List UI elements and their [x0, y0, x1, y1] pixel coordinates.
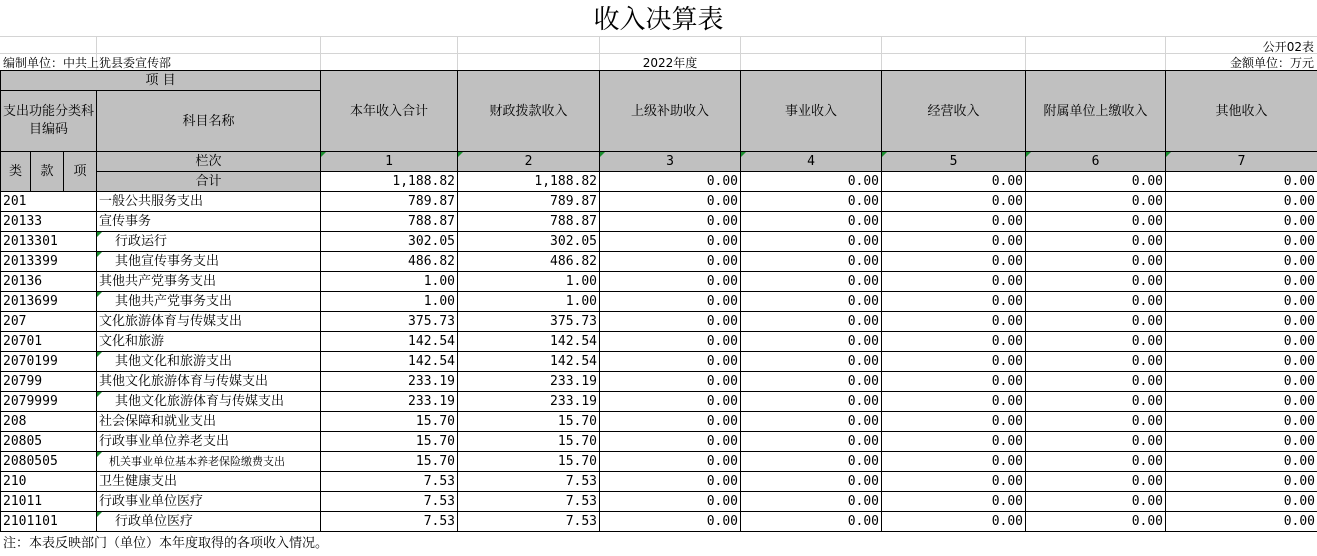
- table-row: [1, 372, 1317, 392]
- gridline: [457, 36, 458, 70]
- total-cell[interactable]: 1,188.82: [458, 172, 600, 192]
- amount-cell[interactable]: 0.00: [882, 412, 1026, 432]
- amount-cell[interactable]: 0.00: [741, 212, 882, 232]
- subject-code-cell[interactable]: 201: [1, 192, 97, 212]
- col-header-1: 本年收入合计: [321, 71, 458, 152]
- amount-cell[interactable]: 15.70: [458, 432, 600, 452]
- amount-cell[interactable]: 0.00: [600, 392, 741, 412]
- amount-cell[interactable]: 233.19: [321, 392, 458, 412]
- table-row: [1, 512, 1317, 532]
- amount-cell[interactable]: 0.00: [600, 452, 741, 472]
- subject-code-cell[interactable]: 20799: [1, 372, 97, 392]
- subject-code-cell[interactable]: 2070199: [1, 352, 97, 372]
- amount-cell[interactable]: 0.00: [1026, 232, 1166, 252]
- amount-cell[interactable]: 7.53: [458, 512, 600, 532]
- col-header-2: 财政拨款收入: [458, 71, 600, 152]
- subject-name-cell[interactable]: 社会保障和就业支出: [97, 412, 321, 432]
- subject-name-cell[interactable]: 其他共产党事务支出: [97, 292, 321, 312]
- amount-cell[interactable]: 0.00: [741, 472, 882, 492]
- table-row: [1, 232, 1317, 252]
- amount-cell[interactable]: 0.00: [600, 472, 741, 492]
- col-header-6: 附属单位上缴收入: [1026, 71, 1166, 152]
- subject-code-cell[interactable]: 20133: [1, 212, 97, 232]
- amount-cell[interactable]: 0.00: [1166, 192, 1317, 212]
- amount-cell[interactable]: 0.00: [882, 212, 1026, 232]
- amount-cell[interactable]: 0.00: [882, 432, 1026, 452]
- amount-cell[interactable]: 0.00: [882, 452, 1026, 472]
- amount-cell[interactable]: 302.05: [458, 232, 600, 252]
- amount-cell[interactable]: 0.00: [882, 472, 1026, 492]
- table-row: [1, 492, 1317, 512]
- amount-cell[interactable]: 0.00: [1026, 452, 1166, 472]
- header-lei: 类: [1, 152, 31, 192]
- subject-code-cell[interactable]: 207: [1, 312, 97, 332]
- amount-cell[interactable]: 0.00: [741, 432, 882, 452]
- gridline: [740, 36, 741, 70]
- amount-cell[interactable]: 0.00: [1166, 372, 1317, 392]
- table-row: [1, 332, 1317, 352]
- gridline: [881, 36, 882, 70]
- footnote: 注：本表反映部门（单位）本年度取得的各项收入情况。: [3, 536, 329, 551]
- amount-cell[interactable]: 0.00: [1026, 212, 1166, 232]
- header-xiang: 项: [64, 152, 97, 192]
- amount-cell[interactable]: 0.00: [1026, 412, 1166, 432]
- subject-name-cell[interactable]: 行政事业单位医疗: [97, 492, 321, 512]
- amount-cell[interactable]: 15.70: [321, 412, 458, 432]
- amount-cell[interactable]: 0.00: [741, 252, 882, 272]
- header-item: 项 目: [1, 71, 321, 91]
- amount-cell[interactable]: 0.00: [741, 492, 882, 512]
- table-row: [1, 472, 1317, 492]
- amount-cell[interactable]: 0.00: [1166, 272, 1317, 292]
- col-number: 1: [321, 152, 458, 172]
- table-row: [1, 412, 1317, 432]
- amount-cell[interactable]: 0.00: [1026, 332, 1166, 352]
- amount-cell[interactable]: 0.00: [600, 232, 741, 252]
- amount-cell[interactable]: 0.00: [600, 272, 741, 292]
- table-number: 公开02表: [1262, 40, 1314, 54]
- subject-code-cell[interactable]: 20805: [1, 432, 97, 452]
- amount-cell[interactable]: 0.00: [1026, 312, 1166, 332]
- amount-cell[interactable]: 7.53: [321, 512, 458, 532]
- amount-cell[interactable]: 0.00: [600, 412, 741, 432]
- amount-cell[interactable]: 0.00: [741, 272, 882, 292]
- amount-cell[interactable]: 0.00: [882, 492, 1026, 512]
- gridline: [320, 36, 321, 70]
- subject-name-cell[interactable]: 其他宣传事务支出: [97, 252, 321, 272]
- amount-cell[interactable]: 0.00: [882, 252, 1026, 272]
- col-number: 7: [1166, 152, 1317, 172]
- gridline: [1025, 36, 1026, 70]
- amount-cell[interactable]: 0.00: [882, 332, 1026, 352]
- col-header-4: 事业收入: [741, 71, 882, 152]
- subject-code-cell[interactable]: 210: [1, 472, 97, 492]
- amount-cell[interactable]: 0.00: [1166, 432, 1317, 452]
- amount-cell[interactable]: 0.00: [1166, 352, 1317, 372]
- amount-cell[interactable]: 789.87: [458, 192, 600, 212]
- amount-cell[interactable]: 375.73: [458, 312, 600, 332]
- subject-code-cell[interactable]: 2013399: [1, 252, 97, 272]
- amount-cell[interactable]: 233.19: [458, 372, 600, 392]
- amount-cell[interactable]: 0.00: [1026, 272, 1166, 292]
- table-row: [1, 292, 1317, 312]
- amount-cell[interactable]: 0.00: [600, 492, 741, 512]
- amount-cell[interactable]: 0.00: [741, 412, 882, 432]
- amount-cell[interactable]: 0.00: [1026, 372, 1166, 392]
- amount-cell[interactable]: 233.19: [458, 392, 600, 412]
- amount-cell[interactable]: 0.00: [741, 292, 882, 312]
- subject-name-cell[interactable]: 一般公共服务支出: [97, 192, 321, 212]
- amount-cell[interactable]: 0.00: [1166, 472, 1317, 492]
- amount-cell[interactable]: 0.00: [882, 192, 1026, 212]
- amount-cell[interactable]: 0.00: [1166, 252, 1317, 272]
- amount-cell[interactable]: 0.00: [741, 452, 882, 472]
- amount-cell[interactable]: 0.00: [1026, 352, 1166, 372]
- table-row: [1, 272, 1317, 292]
- amount-cell[interactable]: 233.19: [321, 372, 458, 392]
- amount-cell[interactable]: 0.00: [882, 312, 1026, 332]
- col-number: 3: [600, 152, 741, 172]
- col-header-3: 上级补助收入: [600, 71, 741, 152]
- table-row: [1, 312, 1317, 332]
- fiscal-year: 2022年度: [642, 56, 698, 70]
- amount-cell[interactable]: 0.00: [600, 212, 741, 232]
- amount-cell[interactable]: 142.54: [458, 352, 600, 372]
- amount-cell[interactable]: 0.00: [741, 312, 882, 332]
- col-header-5: 经营收入: [882, 71, 1026, 152]
- subject-name-cell[interactable]: 其他共产党事务支出: [97, 272, 321, 292]
- amount-cell[interactable]: 1.00: [458, 272, 600, 292]
- total-cell[interactable]: 0.00: [600, 172, 741, 192]
- subject-code-cell[interactable]: 20136: [1, 272, 97, 292]
- col-number: 4: [741, 152, 882, 172]
- amount-cell[interactable]: 0.00: [1166, 212, 1317, 232]
- subject-code-cell[interactable]: 208: [1, 412, 97, 432]
- amount-cell[interactable]: 0.00: [600, 432, 741, 452]
- amount-cell[interactable]: 0.00: [882, 292, 1026, 312]
- header-func-class: 支出功能分类科目编码: [1, 91, 97, 152]
- amount-cell[interactable]: 0.00: [741, 332, 882, 352]
- amount-cell[interactable]: 142.54: [321, 332, 458, 352]
- amount-cell[interactable]: 0.00: [741, 352, 882, 372]
- compiling-unit: 编制单位：中共上犹县委宣传部: [3, 56, 172, 70]
- income-table: [0, 70, 1317, 532]
- amount-cell[interactable]: 0.00: [882, 372, 1026, 392]
- amount-cell[interactable]: 0.00: [882, 232, 1026, 252]
- amount-cell[interactable]: 0.00: [882, 352, 1026, 372]
- header-subject-name: 科目名称: [97, 91, 321, 152]
- amount-cell[interactable]: 0.00: [1166, 452, 1317, 472]
- table-row: [1, 252, 1317, 272]
- gridline: [0, 53, 1317, 54]
- total-cell[interactable]: 0.00: [1026, 172, 1166, 192]
- amount-cell[interactable]: 0.00: [1166, 292, 1317, 312]
- amount-cell[interactable]: 0.00: [1026, 392, 1166, 412]
- subject-name-cell[interactable]: 文化旅游体育与传媒支出: [97, 312, 321, 332]
- amount-cell[interactable]: 0.00: [1026, 472, 1166, 492]
- subject-code-cell[interactable]: 2079999: [1, 392, 97, 412]
- amount-cell[interactable]: 789.87: [321, 192, 458, 212]
- subject-name-cell[interactable]: 行政事业单位养老支出: [97, 432, 321, 452]
- amount-cell[interactable]: 0.00: [741, 392, 882, 412]
- amount-cell[interactable]: 142.54: [458, 332, 600, 352]
- subject-code-cell[interactable]: 20701: [1, 332, 97, 352]
- subject-name-cell[interactable]: 其他文化旅游体育与传媒支出: [97, 392, 321, 412]
- amount-cell[interactable]: 7.53: [321, 472, 458, 492]
- subject-name-cell[interactable]: 其他文化旅游体育与传媒支出: [97, 372, 321, 392]
- col-header-7: 其他收入: [1166, 71, 1317, 152]
- amount-cell[interactable]: 0.00: [600, 332, 741, 352]
- total-row: [1, 172, 1317, 192]
- col-number: 2: [458, 152, 600, 172]
- amount-cell[interactable]: 0.00: [741, 372, 882, 392]
- amount-cell[interactable]: 0.00: [1166, 392, 1317, 412]
- subject-code-cell[interactable]: 2101101: [1, 512, 97, 532]
- amount-cell[interactable]: 7.53: [458, 472, 600, 492]
- gridline: [0, 36, 1317, 37]
- amount-cell[interactable]: 0.00: [600, 252, 741, 272]
- subject-code-cell[interactable]: 2013699: [1, 292, 97, 312]
- amount-cell[interactable]: 15.70: [458, 452, 600, 472]
- amount-cell[interactable]: 0.00: [1166, 412, 1317, 432]
- subject-code-cell[interactable]: 21011: [1, 492, 97, 512]
- amount-cell[interactable]: 0.00: [882, 272, 1026, 292]
- header-kuan: 款: [31, 152, 64, 192]
- table-row: [1, 352, 1317, 372]
- amount-cell[interactable]: 788.87: [321, 212, 458, 232]
- amount-cell[interactable]: 0.00: [1166, 232, 1317, 252]
- header-lanci: 栏次: [97, 152, 321, 172]
- amount-cell[interactable]: 0.00: [1026, 292, 1166, 312]
- amount-cell[interactable]: 0.00: [1026, 192, 1166, 212]
- total-cell[interactable]: 0.00: [741, 172, 882, 192]
- subject-name-cell[interactable]: 行政单位医疗: [97, 512, 321, 532]
- subject-name-cell[interactable]: 行政运行: [97, 232, 321, 252]
- total-cell[interactable]: 0.00: [1166, 172, 1317, 192]
- amount-cell[interactable]: 486.82: [458, 252, 600, 272]
- table-row: [1, 432, 1317, 452]
- amount-cell[interactable]: 0.00: [741, 512, 882, 532]
- amount-cell[interactable]: 0.00: [882, 512, 1026, 532]
- amount-cell[interactable]: 0.00: [1166, 332, 1317, 352]
- amount-cell[interactable]: 0.00: [882, 392, 1026, 412]
- amount-cell[interactable]: 0.00: [1026, 512, 1166, 532]
- amount-cell[interactable]: 302.05: [321, 232, 458, 252]
- subject-code-cell[interactable]: 2013301: [1, 232, 97, 252]
- total-cell[interactable]: 1,188.82: [321, 172, 458, 192]
- amount-cell[interactable]: 1.00: [321, 272, 458, 292]
- subject-name-cell[interactable]: 卫生健康支出: [97, 472, 321, 492]
- subject-name-cell[interactable]: 机关事业单位基本养老保险缴费支出: [97, 452, 321, 472]
- table-row: [1, 392, 1317, 412]
- amount-cell[interactable]: 15.70: [321, 432, 458, 452]
- amount-cell[interactable]: 15.70: [321, 452, 458, 472]
- table-row: [1, 452, 1317, 472]
- amount-cell[interactable]: 1.00: [458, 292, 600, 312]
- amount-cell[interactable]: 7.53: [321, 492, 458, 512]
- subject-name-cell[interactable]: 文化和旅游: [97, 332, 321, 352]
- amount-cell[interactable]: 486.82: [321, 252, 458, 272]
- amount-cell[interactable]: 788.87: [458, 212, 600, 232]
- subject-name-cell[interactable]: 宣传事务: [97, 212, 321, 232]
- table-row: [1, 192, 1317, 212]
- amount-cell[interactable]: 0.00: [1026, 432, 1166, 452]
- page-title: 收入决算表: [593, 5, 724, 35]
- amount-cell[interactable]: 7.53: [458, 492, 600, 512]
- amount-cell[interactable]: 0.00: [1166, 492, 1317, 512]
- subject-code-cell[interactable]: 2080505: [1, 452, 97, 472]
- amount-cell[interactable]: 0.00: [600, 312, 741, 332]
- amount-cell[interactable]: 1.00: [321, 292, 458, 312]
- amount-cell[interactable]: 15.70: [458, 412, 600, 432]
- total-label: 合计: [97, 172, 321, 192]
- amount-cell[interactable]: 0.00: [1166, 312, 1317, 332]
- col-number: 5: [882, 152, 1026, 172]
- amount-cell[interactable]: 0.00: [741, 232, 882, 252]
- table-row: [1, 212, 1317, 232]
- amount-cell[interactable]: 142.54: [321, 352, 458, 372]
- amount-cell[interactable]: 0.00: [600, 512, 741, 532]
- subject-name-cell[interactable]: 其他文化和旅游支出: [97, 352, 321, 372]
- amount-cell[interactable]: 0.00: [600, 292, 741, 312]
- gridline: [1165, 36, 1166, 70]
- col-number: 6: [1026, 152, 1166, 172]
- amount-cell[interactable]: 0.00: [741, 192, 882, 212]
- amount-cell[interactable]: 0.00: [1026, 492, 1166, 512]
- total-cell[interactable]: 0.00: [882, 172, 1026, 192]
- amount-cell[interactable]: 375.73: [321, 312, 458, 332]
- amount-cell[interactable]: 0.00: [600, 372, 741, 392]
- amount-cell[interactable]: 0.00: [1166, 512, 1317, 532]
- amount-cell[interactable]: 0.00: [600, 192, 741, 212]
- amount-cell[interactable]: 0.00: [1026, 252, 1166, 272]
- amount-cell[interactable]: 0.00: [600, 352, 741, 372]
- money-unit: 金额单位：万元: [1229, 56, 1314, 70]
